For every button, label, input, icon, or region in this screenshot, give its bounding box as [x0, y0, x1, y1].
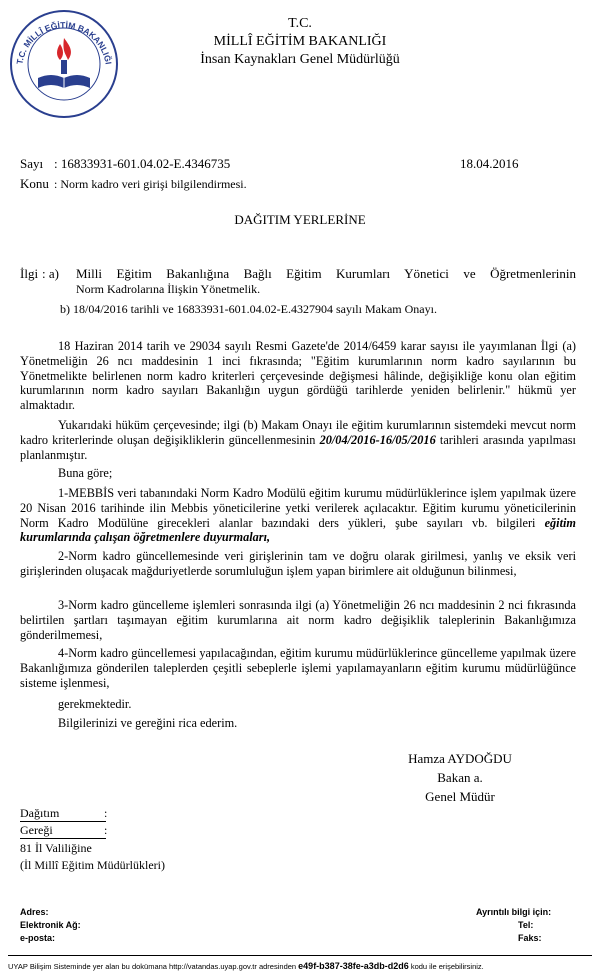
document-date: 18.04.2016 [460, 156, 519, 171]
paragraph-7: 4-Norm kadro güncellemesi yapılacağından, eğitim kurumu müdürlüklerince güncelleme yapılmak üzere Bakanlığımıza gönderilen taleplerden çeşitli sebeplerle işlemi yapılamayanların eğitim kurumu müdürlüğünce sisteme işlenmesi, [20, 646, 576, 690]
ilgi-a-prefix: : a) [42, 266, 59, 281]
paragraph-9: Bilgilerinizi ve gereğini rica ederim. [58, 716, 238, 730]
ilgi-a-text: Milli Eğitim Bakanlığına Bağlı Eğitim Kurumları Yönetici ve Öğretmenlerinin [76, 266, 576, 281]
contact-adres: Adres: [20, 907, 49, 917]
contact-elektronik: Elektronik Ağ: [20, 920, 81, 930]
paragraph-8: gerekmektedir. [58, 697, 132, 711]
geregi-colon: : [104, 823, 108, 837]
contact-eposta: e-posta: [20, 933, 56, 943]
dagitim-label-text: Dağıtım [20, 806, 60, 820]
header-tc: T.C. [288, 16, 312, 31]
paragraph-4-emphasis: eğitim kurumlarında çalışan öğretmenlere duyurmaları, [20, 515, 576, 545]
geregi-label [20, 823, 106, 839]
sayi-label: Sayı [20, 156, 44, 171]
contact-faks: Faks: [518, 933, 542, 943]
footer-code: e49f-b387-38fe-a3db-d2d6 [298, 961, 409, 971]
header-directorate: İnsan Kaynakları Genel Müdürlüğü [200, 52, 400, 67]
signer-title-2: Genel Müdür [425, 789, 495, 804]
ilgi-b-text: b) 18/04/2016 tarihli ve 16833931-601.04.02-E.4327904 sayılı Makam Onayı. [60, 302, 437, 316]
header-ministry: MİLLÎ EĞİTİM BAKANLIĞI [213, 34, 387, 49]
paragraph-4-part-a: 1-MEBBİS veri tabanındaki Norm Kadro Modülü eğitim kurumu müdürlüklerince işlem yapılmak üzere 20 Nisan 2016 tarihinde ilin Mebbis yöneticilerine yetki verilerek açılacaktır. Eğitim kurumu yöneticilerinin Norm Kadro Modülüne girecekleri alanlar bazındaki ders yükleri, şube sayıları vb. bilgileri [20, 486, 576, 530]
footer-divider [8, 955, 592, 956]
date-range: 20/04/2016-16/05/2016 [319, 432, 436, 447]
logo-arc-text: T.C. MİLLÎ EĞİTİM BAKANLIĞI [14, 19, 114, 66]
recipient-line-2: (İl Millî Eğitim Müdürlükleri) [20, 858, 165, 872]
paragraph-3: Buna göre; [58, 466, 113, 480]
ilgi-a-text-line2: Norm Kadrolarına İlişkin Yönetmelik. [76, 282, 261, 296]
contact-ayrintili: Ayrıntılı bilgi için: [476, 907, 552, 917]
footer-text-2: kodu ile erişebilirsiniz. [410, 962, 484, 971]
paragraph-2-part-a: Yukarıdaki hüküm çerçevesinde; ilgi (b) Makam Onayı ile eğitim kurumlarının sistemdeki mevcut norm kadro kriterlerinde oluşan değişikliklerin güncellenmesinin [20, 418, 576, 447]
signer-name: Hamza AYDOĞDU [408, 751, 512, 766]
geregi-label-text: Gereği [20, 823, 53, 837]
ministry-logo [8, 8, 120, 120]
footer-text-1: UYAP Bilişim Sisteminde yer alan bu dokümana http://vatandas.uyap.gov.tr adresinden [8, 962, 297, 971]
paragraph-2-part-c: tarihleri arasında yapılması planlanmıştır. [20, 432, 576, 462]
paragraph-2 [20, 418, 576, 462]
sayi-value: : 16833931-601.04.02-E.4346735 [54, 156, 231, 171]
recipient-line-1: 81 İl Valiliğine [20, 841, 92, 855]
konu-value: : Norm kadro veri girişi bilgilendirmesi. [54, 177, 247, 191]
konu-label: Konu [20, 176, 49, 191]
paragraph-6: 3-Norm kadro güncelleme işlemleri sonrasında ilgi (a) Yönetmeliğin 26 ncı maddesinin 2 nci fıkrasında belirtilen şartları taşımayan eğitim kurumlarına ait norm kadro değişiklik taleplerinin Bakanlığımıza gönderilmemesi, [20, 598, 576, 642]
dagitim-label [20, 806, 106, 822]
distribution-title: DAĞITIM YERLERİNE [234, 212, 366, 227]
paragraph-4 [20, 486, 576, 545]
dagitim-colon: : [104, 806, 108, 820]
paragraph-1: 18 Haziran 2014 tarih ve 29034 sayılı Resmi Gazete'de 2014/6459 karar sayısı ile yayımlanan İlgi (a) Yönetmeliğin 26 ncı maddesinin 1 inci fıkrasında; "Eğitim kurumlarının norm kadro sayılarının bu Yönetmelikte belirlenen norm kadro kriterleri çerçevesinde değişmesi hâlinde, değişikliğe konu olan eğitim kurumlarının norm kadro sayıları Bakanlığın uygun gördüğü tarihlerde yeniden belirlenir." hükmü yer almaktadır. [20, 339, 576, 413]
footer [8, 961, 592, 971]
paragraph-5: 2-Norm kadro güncellemesinde veri girişlerinin tam ve doğru olarak girilmesi, yanlış ve eksik veri girişlerinden oluşacak mağduriyetlerde sorumluluğun işlem yapan birimlere ait olduğunun bilinmesi, [20, 549, 576, 578]
ilgi-label: İlgi [20, 266, 39, 281]
signer-title-1: Bakan a. [437, 770, 483, 785]
contact-tel: Tel: [518, 920, 534, 930]
